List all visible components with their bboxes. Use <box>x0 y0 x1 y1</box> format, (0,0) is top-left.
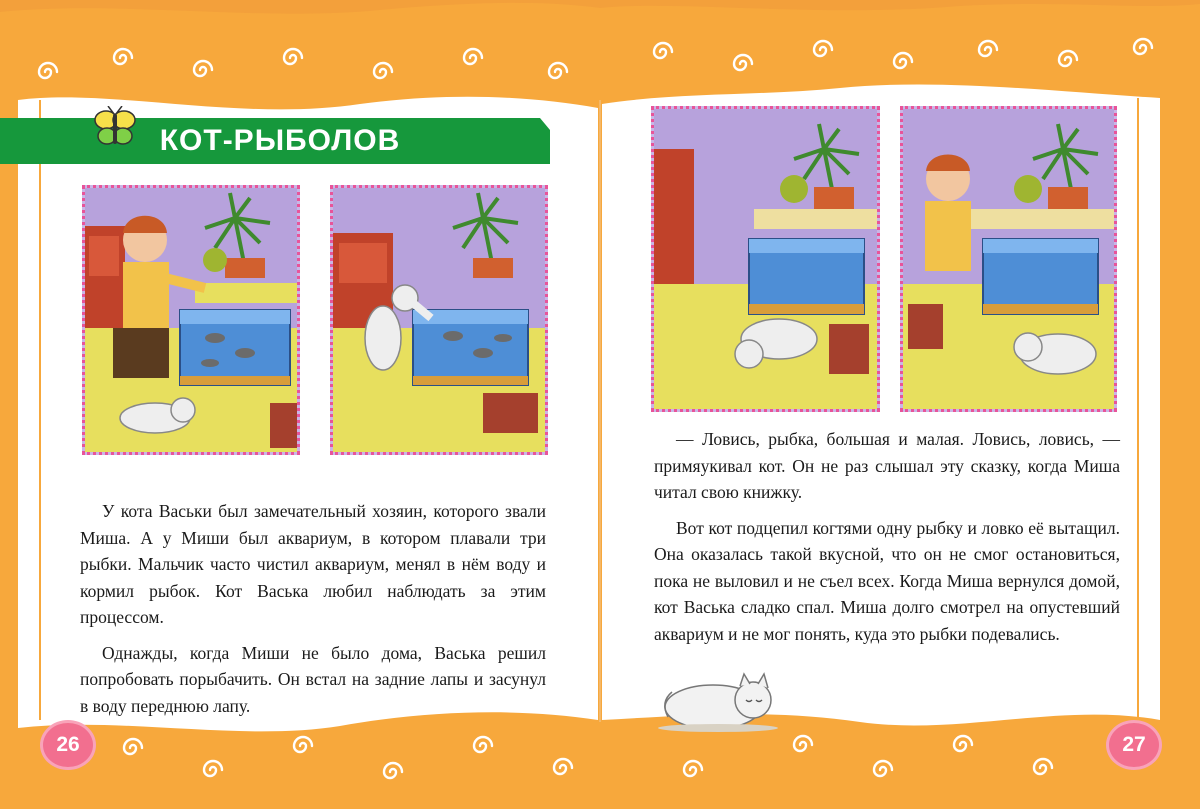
cat-illustration <box>658 662 788 734</box>
butterfly-icon <box>92 106 138 150</box>
paragraph: Вот кот подцепил когтями одну рыбку и ловко её вытащил. Она оказалась такой вкусной, что он не смог остановиться, пока не выловил и не съел всех. Когда Миша вернулся домой, кот Васька сладко спал. Миша долго смотрел на опустевший аквариум и не мог понять, куда это рыбки подевались. <box>654 517 1120 644</box>
page-number-left: 26 <box>40 720 96 770</box>
right-page-text <box>654 426 1120 656</box>
paragraph: Однажды, когда Миши не было дома, Васька решил попробовать порыбачить. Он встал на задние лапы и засунул в воду переднюю лапу. <box>80 642 546 716</box>
page-title: КОТ-РЫБОЛОВ <box>159 124 401 157</box>
illustration-boy-feeding-fish <box>82 185 300 455</box>
page-number-right: 27 <box>1106 720 1162 770</box>
paragraph: У кота Васьки был замечательный хозяин, которого звали Миша. А у Миши был аквариум, в котором плавали три рыбки. Мальчик часто чистил аквариум, менял в нём воду и кормил рыбок. Кот Васька любил наблюдать за этим процессом. <box>80 501 546 627</box>
illustration-cat-eating-fish <box>651 106 880 412</box>
left-page-text <box>80 498 546 728</box>
illustration-empty-aquarium <box>900 106 1117 412</box>
paragraph: — Ловись, рыбка, большая и малая. Ловись, ловись, — примяукивал кот. Он не раз слышал эту сказку, когда Миша читал свою книжку. <box>654 429 1120 502</box>
illustration-cat-at-aquarium <box>330 185 548 455</box>
